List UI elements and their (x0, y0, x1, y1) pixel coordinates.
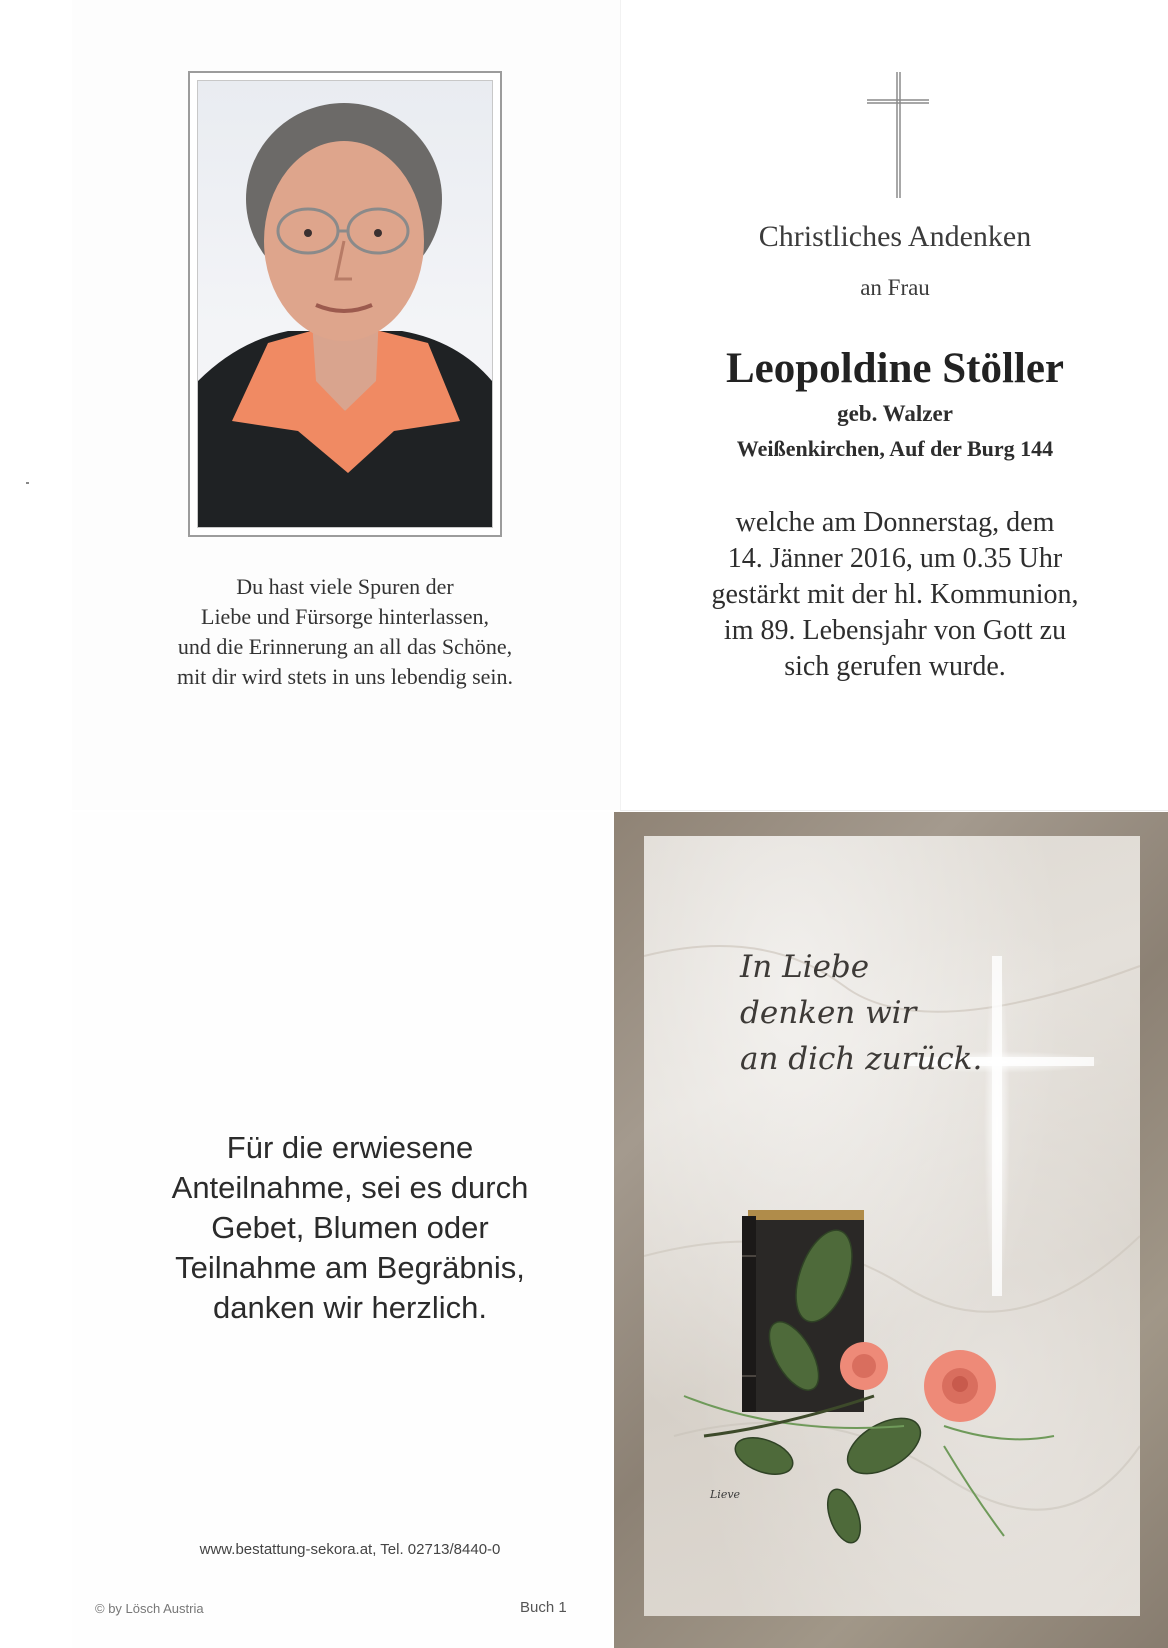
memorial-card-illustration (614, 812, 1168, 1648)
thanks-line: danken wir herzlich. (213, 1290, 487, 1325)
fold-line-vertical (620, 0, 621, 810)
deceased-name: Leopoldine Stöller (725, 345, 1065, 392)
scan-speck (26, 482, 29, 484)
notice-line: im 89. Lebensjahr von Gott zu (723, 615, 1067, 646)
portrait-photo (197, 80, 493, 528)
notice-line: gestärkt mit der hl. Kommunion, (711, 579, 1079, 610)
script-line: In Liebe (740, 949, 870, 985)
marble-panel (644, 836, 1140, 1616)
verse-line: Du hast viele Spuren der (236, 574, 454, 599)
notice-line: welche am Donnerstag, dem (735, 507, 1055, 538)
book-number: Buch 1 (520, 1599, 567, 1616)
thanks-line: Für die erwiesene (226, 1130, 474, 1165)
script-line: denken wir (740, 995, 917, 1031)
copyright-note: © by Lösch Austria (95, 1601, 204, 1616)
maiden-name: geb. Walzer (837, 401, 953, 426)
thanks-line: Gebet, Blumen oder (211, 1210, 489, 1245)
heading-christian-remembrance: Christliches Andenken (758, 220, 1032, 253)
funeral-home-contact: www.bestattung-sekora.at, Tel. 02713/8440-0 (199, 1541, 501, 1558)
fold-line-horizontal (620, 810, 1168, 811)
script-line: an dich zurück. (740, 1041, 983, 1077)
portrait-photo-frame (188, 71, 502, 537)
verse-line: und die Erinnerung an all das Schöne, (177, 634, 513, 659)
thanks-line: Anteilnahme, sei es durch (171, 1170, 529, 1205)
verse-line: Liebe und Fürsorge hinterlassen, (201, 604, 489, 629)
notice-line: sich gerufen wurde. (784, 651, 1006, 682)
thanks-line: Teilnahme am Begräbnis, (175, 1250, 525, 1285)
verse-line: mit dir wird stets in uns lebendig sein. (176, 664, 514, 689)
artist-signature: Lieve (710, 1488, 741, 1501)
death-notice-text (660, 505, 1130, 685)
heading-to: an Frau (860, 275, 930, 300)
script-message (740, 944, 982, 1082)
thank-you-text (120, 1128, 580, 1328)
memorial-verse (150, 572, 540, 692)
cross-icon (863, 70, 933, 200)
address: Weißenkirchen, Auf der Burg 144 (736, 436, 1054, 461)
portrait-illustration (198, 81, 492, 527)
notice-line: 14. Jänner 2016, um 0.35 Uhr (727, 543, 1063, 574)
